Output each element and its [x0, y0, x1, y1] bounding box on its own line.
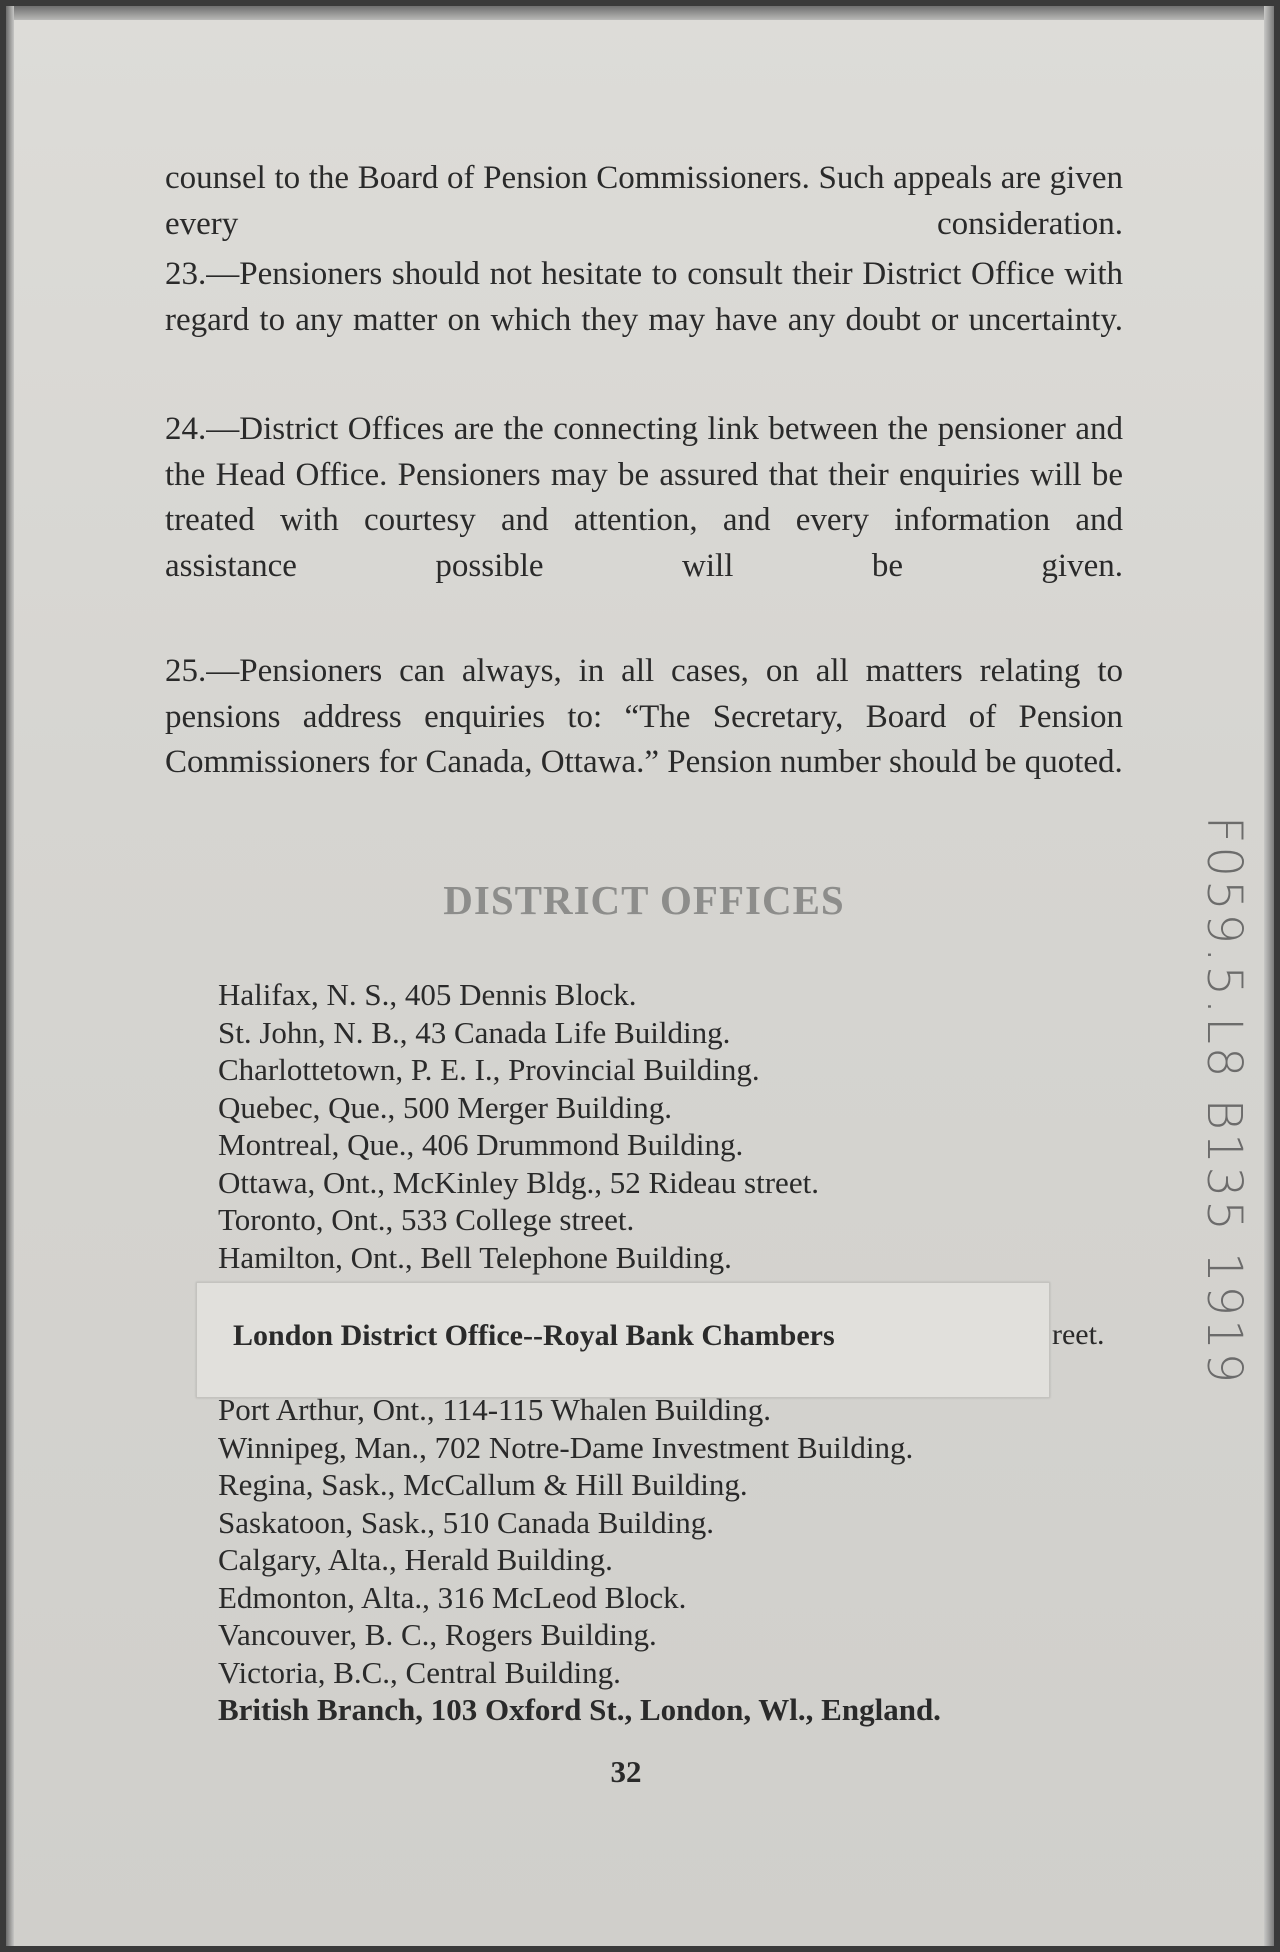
office-victoria: Victoria, B.C., Central Building.	[218, 1654, 621, 1690]
paragraph-24: 24.—District Offices are the connecting link between the pensioner and the Head Office. Pensioners may be assured that their enquiries will be treated with courtesy and attention, and every information and assistance possible will be given.	[165, 411, 1123, 584]
pasted-correction-slip	[196, 1282, 1050, 1398]
office-st-john: St. John, N. B., 43 Canada Life Building.	[218, 1014, 731, 1050]
handwritten-call-number: F059.5.L8 B135 1919	[1196, 815, 1252, 1387]
scan-left-edge	[6, 6, 14, 1946]
office-halifax: Halifax, N. S., 405 Dennis Block.	[218, 977, 637, 1012]
office-toronto: Toronto, Ont., 533 College street.	[218, 1202, 635, 1237]
office-saskatoon: Saskatoon, Sask., 510 Canada Building.	[218, 1504, 714, 1540]
office-ottawa: Ottawa, Ont., McKinley Bldg., 52 Rideau street.	[218, 1164, 819, 1200]
scanned-page	[6, 6, 1274, 1946]
office-charlottetown: Charlottetown, P. E. I., Provincial Building.	[218, 1052, 760, 1087]
paragraph-25: 25.—Pensioners can always, in all cases, on all matters relating to pensions address enquiries to: “The Secretary, Board of Pension Commissioners for Canada, Ottawa.” Pension number should be quoted.	[165, 653, 1123, 780]
office-british-branch: British Branch, 103 Oxford St., London, Wl., England.	[218, 1692, 941, 1727]
office-montreal: Montreal, Que., 406 Drummond Building.	[218, 1127, 744, 1162]
slip-overflow-text: reet.	[1052, 1318, 1105, 1351]
paragraph-continuation: counsel to the Board of Pension Commissioners. Such appeals are given every consideration.	[165, 160, 1123, 242]
office-vancouver: Vancouver, B. C., Rogers Building.	[218, 1617, 657, 1652]
section-heading-district-offices: DISTRICT OFFICES	[443, 877, 845, 923]
scan-right-edge	[1264, 6, 1274, 1946]
scan-top-edge	[6, 6, 1274, 20]
office-quebec: Quebec, Que., 500 Merger Building.	[218, 1089, 672, 1125]
office-winnipeg: Winnipeg, Man., 702 Notre-Dame Investment Building.	[218, 1429, 914, 1465]
office-regina: Regina, Sask., McCallum & Hill Building.	[218, 1467, 748, 1502]
office-port-arthur: Port Arthur, Ont., 114-115 Whalen Building.	[218, 1392, 771, 1427]
office-edmonton: Edmonton, Alta., 316 McLeod Block.	[218, 1579, 687, 1615]
office-calgary: Calgary, Alta., Herald Building.	[218, 1542, 613, 1577]
district-office-list-upper	[218, 976, 1138, 1276]
paragraph-23: 23.—Pensioners should not hesitate to consult their District Office with regard to any matter on which they may have any doubt or uncertainty.	[165, 256, 1123, 338]
page-number: 32	[610, 1754, 642, 1789]
district-office-list-lower	[218, 1391, 1138, 1729]
office-london: London District Office--Royal Bank Chambers	[233, 1319, 835, 1352]
office-hamilton: Hamilton, Ont., Bell Telephone Building.	[218, 1239, 732, 1275]
